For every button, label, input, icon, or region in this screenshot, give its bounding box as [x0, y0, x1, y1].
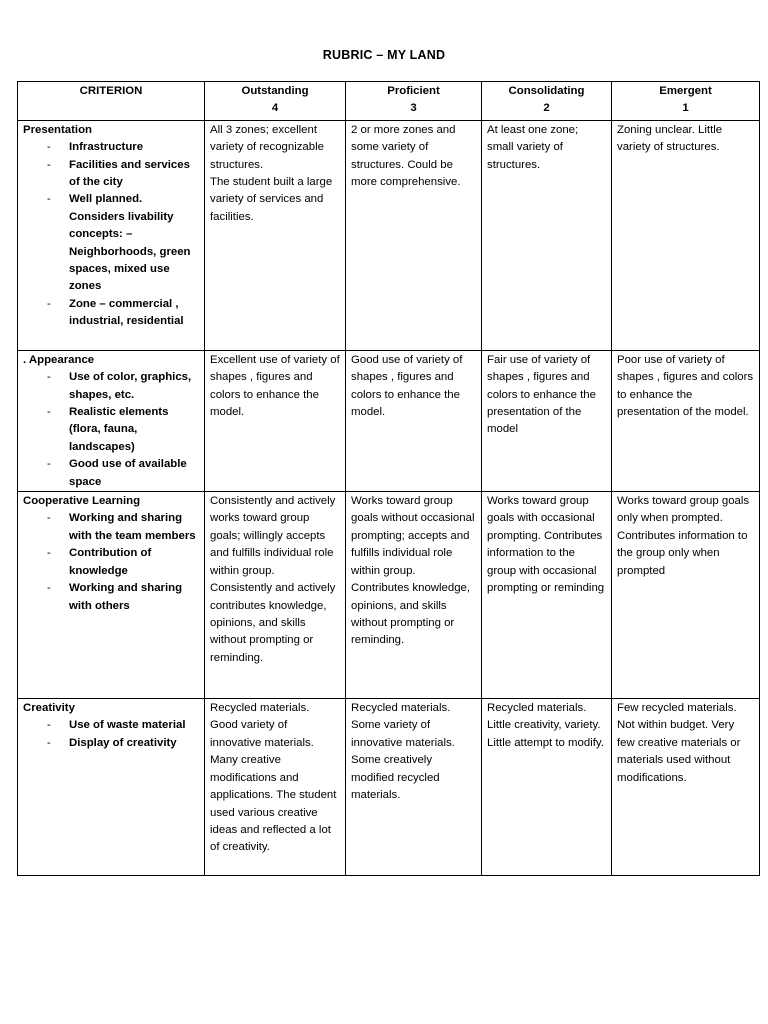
level-description: Works toward group goals with occasional prompting. Contributes information to the group with occasional prompting or reminding: [487, 495, 605, 595]
criterion-item-text: Use of waste material: [69, 719, 186, 732]
header-criterion-label: CRITERION: [79, 85, 143, 97]
criterion-item-text: Facilities and services of the city: [69, 158, 190, 189]
level-cell-emergent: [612, 120, 760, 350]
level-name: Proficient: [387, 85, 440, 97]
criterion-item: [23, 580, 199, 615]
dash-bullet: -: [47, 371, 51, 384]
criterion-item-text: Infrastructure: [69, 141, 144, 154]
header-proficient: [346, 82, 482, 121]
level-description: Poor use of variety of shapes , figures and colors to enhance the presentation of the model.: [617, 353, 754, 419]
level-score: 2: [543, 102, 550, 115]
criterion-item: [23, 191, 199, 295]
criterion-item-text: Contribution of knowledge: [69, 547, 152, 577]
dash-bullet: -: [47, 297, 51, 310]
level-description: Excellent use of variety of shapes , figures and colors to enhance the model.: [210, 353, 340, 419]
criterion-item: [23, 139, 199, 156]
criterion-title: . Appearance: [23, 353, 95, 366]
criterion-title: Creativity: [23, 702, 75, 715]
level-cell-proficient: [346, 350, 482, 491]
criterion-item: [23, 717, 199, 734]
criterion-cell: [18, 350, 205, 491]
level-description: Recycled materials. Good variety of innovative materials. Many creative modifications and applications. The student used various creative ideas and reflected a lot of creativity.: [210, 702, 337, 854]
level-description: All 3 zones; excellent variety of recognizable structures. The student built a large variety of services and facilities.: [210, 123, 333, 223]
page-title: RUBRIC – MY LAND: [322, 48, 446, 62]
criterion-item: [23, 545, 199, 580]
criterion-item-text: Display of creativity: [69, 736, 177, 749]
level-description: At least one zone; small variety of structures.: [487, 123, 579, 171]
level-cell-emergent: [612, 699, 760, 876]
criterion-items: [23, 717, 199, 752]
criterion-items: [23, 139, 199, 330]
dash-bullet: -: [47, 512, 51, 525]
dash-bullet: -: [47, 719, 51, 732]
criterion-item: [23, 296, 199, 331]
dash-bullet: -: [47, 736, 51, 749]
header-criterion: [18, 82, 205, 121]
criterion-cell: [18, 492, 205, 699]
level-cell-consolidating: [482, 350, 612, 491]
level-description: Consistently and actively works toward group goals; willingly accepts and fulfills individual role within group. Consistently and actively contributes knowledge, opinions, and skills without prompting or reminding.: [210, 495, 336, 664]
level-description: Works toward group goals without occasional prompting; accepts and fulfills individual role within group. Contributes knowledge, opinions, and skills without prompting or reminding.: [351, 495, 475, 647]
criterion-items: [23, 369, 199, 491]
criterion-cell: [18, 699, 205, 876]
level-description: Works toward group goals only when prompted. Contributes information to the group only when prompted: [617, 495, 750, 577]
criterion-item-text: Well planned. Considers livability concepts: – Neighborhoods, green spaces, mixed use zones: [69, 193, 191, 293]
criterion-item-text: Good use of available space: [69, 458, 187, 488]
header-emergent: [612, 82, 760, 121]
criterion-item: [23, 456, 199, 491]
level-cell-emergent: [612, 492, 760, 699]
criterion-item-text: Working and sharing with the team members: [69, 512, 196, 542]
criterion-item-text: Working and sharing with others: [69, 582, 183, 612]
level-description: Few recycled materials. Not within budget. Very few creative materials or materials used without modifications.: [617, 702, 741, 784]
rubric-table: [17, 81, 760, 876]
level-cell-proficient: [346, 492, 482, 699]
level-cell-proficient: [346, 699, 482, 876]
level-cell-consolidating: [482, 492, 612, 699]
level-description: Zoning unclear. Little variety of structures.: [617, 123, 723, 154]
level-description: Recycled materials. Little creativity, variety. Little attempt to modify.: [487, 702, 604, 749]
rubric-row-appearance: [18, 350, 760, 491]
level-cell-outstanding: [205, 120, 346, 350]
level-cell-outstanding: [205, 699, 346, 876]
level-cell-outstanding: [205, 492, 346, 699]
criterion-title: Cooperative Learning: [23, 495, 141, 508]
level-description: Good use of variety of shapes , figures and colors to enhance the model.: [351, 353, 463, 419]
criterion-items: [23, 510, 199, 614]
header-outstanding: [205, 82, 346, 121]
level-name: Consolidating: [508, 85, 585, 97]
header-consolidating: [482, 82, 612, 121]
criterion-title: Presentation: [23, 123, 92, 136]
level-name: Outstanding: [241, 85, 309, 97]
level-cell-proficient: [346, 120, 482, 350]
criterion-item: [23, 404, 199, 456]
rubric-row-presentation: [18, 120, 760, 350]
level-score: 4: [271, 102, 279, 115]
dash-bullet: -: [47, 141, 51, 154]
dash-bullet: -: [47, 158, 51, 171]
level-description: Recycled materials. Some variety of innovative materials. Some creatively modified recycled materials.: [351, 702, 455, 802]
criterion-item: [23, 735, 199, 752]
dash-bullet: -: [47, 582, 51, 595]
criterion-item-text: Use of color, graphics, shapes, etc.: [69, 371, 192, 401]
dash-bullet: -: [47, 193, 51, 206]
level-score: 3: [410, 102, 417, 115]
level-description: 2 or more zones and some variety of structures. Could be more comprehensive.: [351, 123, 461, 189]
dash-bullet: -: [47, 458, 51, 471]
level-score: 1: [682, 102, 689, 115]
criterion-item: [23, 510, 199, 545]
criterion-item: [23, 369, 199, 404]
header-row: [18, 82, 760, 121]
level-cell-consolidating: [482, 699, 612, 876]
criterion-item: [23, 157, 199, 192]
level-cell-emergent: [612, 350, 760, 491]
dash-bullet: -: [47, 406, 51, 419]
level-cell-outstanding: [205, 350, 346, 491]
rubric-row-creativity: [18, 699, 760, 876]
dash-bullet: -: [47, 547, 51, 560]
criterion-cell: [18, 120, 205, 350]
level-cell-consolidating: [482, 120, 612, 350]
criterion-item-text: Zone – commercial , industrial, residential: [69, 297, 184, 328]
level-description: Fair use of variety of shapes , figures and colors to enhance the presentation of the model: [487, 353, 596, 436]
criterion-item-text: Realistic elements (flora, fauna, landscapes): [69, 406, 169, 453]
rubric-row-cooperative-learning: [18, 492, 760, 699]
level-name: Emergent: [659, 85, 712, 97]
